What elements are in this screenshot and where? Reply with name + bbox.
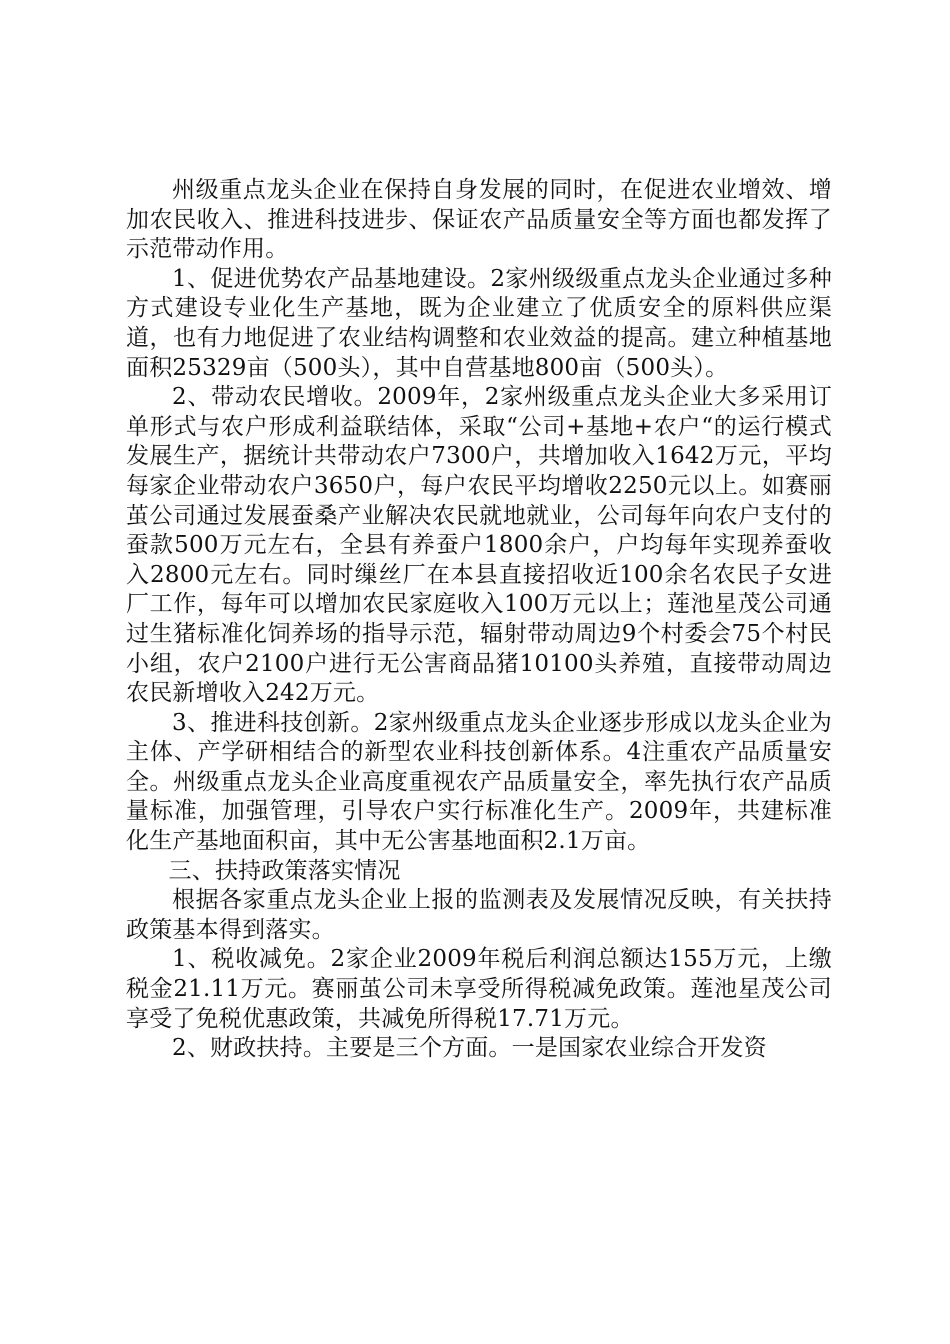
paragraph-intro: 州级重点龙头企业在保持自身发展的同时，在促进农业增效、增加农民收入、推进科技进步、保证农产品质量安全等方面也都发挥了示范带动作用。	[126, 177, 832, 263]
paragraph-fiscal-support: 2、财政扶持。主要是三个方面。一是国家农业综合开发资	[172, 1035, 767, 1062]
paragraph-tax-relief: 1、税收减免。2家企业2009年税后利润总额达155万元，上缴税金21.11万元。赛丽茧公司未享受所得税减免政策。莲池星茂公司享受了免税优惠政策，共减免所得税17.71万元。	[126, 946, 832, 1032]
section-heading-policy: 三、扶持政策落实情况	[168, 857, 401, 884]
document-body	[126, 176, 832, 1064]
paragraph-tech-innovation: 3、推进科技创新。2家州级重点龙头企业逐步形成以龙头企业为主体、产学研相结合的新型农业科技创新体系。4注重农产品质量安全。州级重点龙头企业高度重视农产品质量安全，率先执行农产品质量标准，加强管理，引导农户实行标准化生产。2009年，共建标准化生产基地面积亩，其中无公害基地面积2.1万亩。	[126, 709, 832, 855]
paragraph-base-construction: 1、促进优势农产品基地建设。2家州级级重点龙头企业通过多种方式建设专业化生产基地，既为企业建立了优质安全的原料供应渠道，也有力地促进了农业结构调整和农业效益的提高。建立种植基地面积25329亩（500头），其中自营基地800亩（500头）。	[126, 265, 832, 381]
paragraph-policy-intro: 根据各家重点龙头企业上报的监测表及发展情况反映，有关扶持政策基本得到落实。	[126, 887, 832, 943]
paragraph-farmer-income: 2、带动农民增收。2009年，2家州级重点龙头企业大多采用订单形式与农户形成利益联结体，采取“公司+基地+农户“的运行模式发展生产，据统计共带动农户7300户，共增加收入1642万元，平均每家企业带动农户3650户，每户农民平均增收2250元以上。如赛丽茧公司通过发展蚕桑产业解决农民就地就业，公司每年向农户支付的蚕款500万元左右，全县有养蚕户1800余户，户均每年实现养蚕收入2800元左右。同时缫丝厂在本县直接招收近100余名农民子女进厂工作，每年可以增加农民家庭收入100万元以上；莲池星茂公司通过生猪标准化饲养场的指导示范，辐射带动周边9个村委会75个村民小组，农户2100户进行无公害商品猪10100头养殖，直接带动周边农民新增收入242万元。	[126, 384, 832, 707]
